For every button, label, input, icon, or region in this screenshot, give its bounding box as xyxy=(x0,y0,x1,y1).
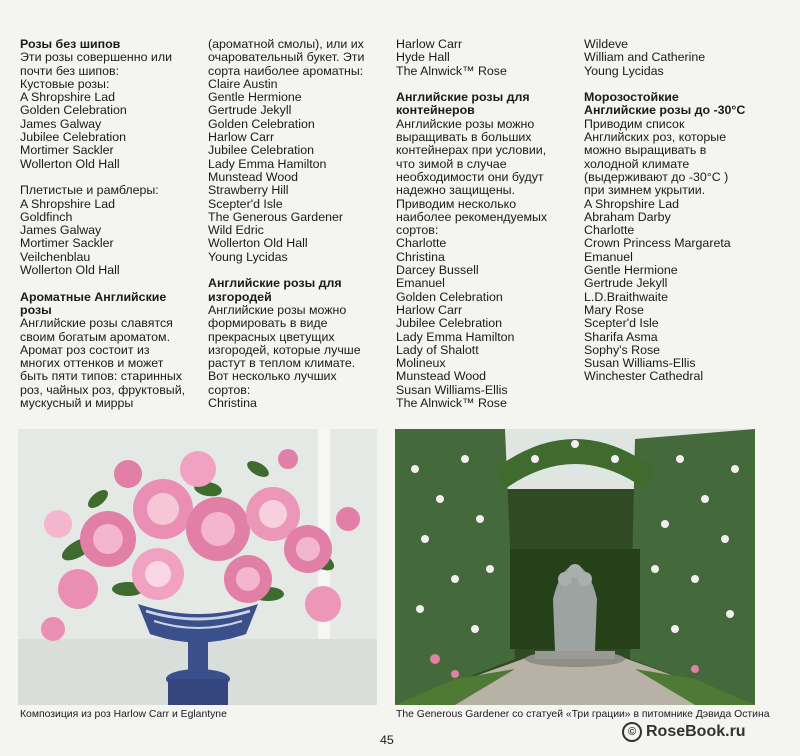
text-line: Munstead Wood xyxy=(208,169,299,184)
text-line: наиболее рекомендуемых xyxy=(396,209,548,224)
text-line: Harlow Carr xyxy=(208,130,275,145)
page-number: 45 xyxy=(380,733,394,747)
text-line: Jubilee Celebration xyxy=(20,130,127,145)
text-line: Golden Celebration xyxy=(396,289,503,304)
text-line: Плетистые и рамблеры: xyxy=(20,183,159,198)
text-line: холодной климате xyxy=(584,156,690,171)
text-line: почти без шипов: xyxy=(20,63,120,78)
text-line: Lady Emma Hamilton xyxy=(396,329,515,344)
text-line: прекрасных цветущих xyxy=(208,329,335,344)
block-gap xyxy=(20,277,198,290)
text-line: Gentle Hermione xyxy=(584,263,678,278)
text-line: Wollerton Old Hall xyxy=(20,156,120,171)
text-line: Jubilee Celebration xyxy=(396,316,503,331)
block-gap xyxy=(584,78,784,91)
text-line: Emanuel xyxy=(396,276,445,291)
text-line: Mortimer Sackler xyxy=(20,143,114,158)
text-line: Gertrude Jekyll xyxy=(584,276,668,291)
text-line: James Galway xyxy=(20,116,102,131)
photo-caption-right: The Generous Gardener со статуей «Три грации» в питомнике Дэвида Остина xyxy=(396,709,770,720)
text-line: очаровательный букет. Эти xyxy=(208,50,365,65)
text-line: Английские розы можно xyxy=(396,116,535,131)
text-line: Young Lycidas xyxy=(208,249,288,264)
text-line: Sophy's Rose xyxy=(584,342,661,357)
text-line: Claire Austin xyxy=(208,76,278,91)
block-gap xyxy=(208,264,386,277)
text-line: Charlotte xyxy=(584,223,635,238)
text-line: The Generous Gardener xyxy=(208,209,343,224)
text-line: James Galway xyxy=(20,223,102,238)
text-line: Аромат роз состоит из xyxy=(20,342,150,357)
text-line: выращивать в больших xyxy=(396,130,532,145)
text-line: Wollerton Old Hall xyxy=(208,236,308,251)
text-line: L.D.Braithwaite xyxy=(584,289,669,304)
text-line: Strawberry Hill xyxy=(208,183,289,198)
section-heading: Морозостойкие xyxy=(584,90,679,105)
text-line: можно выращивать в xyxy=(584,143,707,158)
text-line: Приводим список xyxy=(584,116,685,131)
text-line: растут в теплом климате. xyxy=(208,356,356,371)
text-line: сортов: xyxy=(396,223,439,238)
section-heading: розы xyxy=(20,302,52,317)
text-line: Christina xyxy=(396,249,445,264)
text-line: Английские розы славятся xyxy=(20,316,173,331)
text-line: Susan Williams-Ellis xyxy=(584,356,696,371)
text-line: Wollerton Old Hall xyxy=(20,263,120,278)
text-line: Scepter'd Isle xyxy=(584,316,659,331)
text-line: Mary Rose xyxy=(584,302,644,317)
text-line: Christina xyxy=(208,396,257,411)
text-line: The Alnwick™ Rose xyxy=(396,63,507,78)
text-line: сорта наиболее ароматны: xyxy=(208,63,364,78)
text-line: Charlotte xyxy=(396,236,447,251)
text-line: сортов: xyxy=(208,382,251,397)
text-line: Munstead Wood xyxy=(396,369,487,384)
text-line: William and Catherine xyxy=(584,50,706,65)
text-line: Английских роз, которые xyxy=(584,130,727,145)
text-line: Harlow Carr xyxy=(396,37,463,51)
text-column-4 xyxy=(584,38,784,384)
text-line: своим богатым ароматом. xyxy=(20,329,171,344)
text-line: Scepter'd Isle xyxy=(208,196,283,211)
section-heading: Английские розы для xyxy=(208,276,342,291)
text-column-2 xyxy=(208,38,386,410)
text-line: Susan Williams-Ellis xyxy=(396,382,508,397)
text-line: Molineux xyxy=(396,356,446,371)
text-line: Эти розы совершенно или xyxy=(20,50,172,65)
text-line: роз, чайных роз, фруктовый, xyxy=(20,382,186,397)
text-line: Winchester Cathedral xyxy=(584,369,704,384)
rose-bouquet-photo xyxy=(18,429,377,705)
text-line: необходимости они будут xyxy=(396,169,544,184)
text-line: многих оттенков и может xyxy=(20,356,164,371)
section-heading: Английские розы до -30°С xyxy=(584,103,746,118)
section-heading: Английские розы для xyxy=(396,90,530,105)
text-line: изгородей, которые лучше xyxy=(208,342,361,357)
text-line: при зимнем укрытии. xyxy=(584,183,706,198)
section-heading: изгородей xyxy=(208,289,272,304)
text-line: контейнерах при условии, xyxy=(396,143,547,158)
photo-caption-left: Композиция из роз Harlow Carr и Eglantyne xyxy=(20,709,227,720)
watermark-text: RoseBook.ru xyxy=(646,723,746,740)
text-line: (ароматной смолы), или их xyxy=(208,37,364,51)
text-line: Lady Emma Hamilton xyxy=(208,156,327,171)
text-line: The Alnwick™ Rose xyxy=(396,396,507,411)
text-line: Young Lycidas xyxy=(584,63,664,78)
text-line: надежно защищены. xyxy=(396,183,516,198)
text-line: Goldfinch xyxy=(20,209,73,224)
text-line: Abraham Darby xyxy=(584,209,671,224)
text-line: Mortimer Sackler xyxy=(20,236,114,251)
text-line: Veilchenblau xyxy=(20,249,91,264)
text-line: Golden Celebration xyxy=(208,116,315,131)
text-line: Crown Princess Margareta xyxy=(584,236,731,251)
text-line: Английские розы можно xyxy=(208,302,347,317)
text-line: A Shropshire Lad xyxy=(20,90,116,105)
text-line: Harlow Carr xyxy=(396,302,463,317)
text-line: Lady of Shalott xyxy=(396,342,479,357)
text-line: Emanuel xyxy=(584,249,633,264)
text-column-3 xyxy=(396,38,576,410)
section-heading: Ароматные Английские xyxy=(20,289,167,304)
text-line: что зимой в случае xyxy=(396,156,507,171)
text-line: Gertrude Jekyll xyxy=(208,103,292,118)
text-line: Wildeve xyxy=(584,37,629,51)
text-line: Вот несколько лучших xyxy=(208,369,337,384)
text-line: Gentle Hermione xyxy=(208,90,302,105)
text-line: Приводим несколько xyxy=(396,196,517,211)
text-line: быть пяти типов: старинных xyxy=(20,369,182,384)
section-heading: Розы без шипов xyxy=(20,37,121,51)
text-column-1 xyxy=(20,38,198,410)
text-line: Wild Edric xyxy=(208,223,264,238)
block-gap xyxy=(20,171,198,184)
text-line: A Shropshire Lad xyxy=(584,196,680,211)
text-line: Sharifa Asma xyxy=(584,329,658,344)
text-line: Golden Celebration xyxy=(20,103,127,118)
copyright-icon: © xyxy=(622,722,642,742)
text-line: (выдерживают до -30°С ) xyxy=(584,169,729,184)
text-line: Кустовые розы: xyxy=(20,76,110,91)
block-gap xyxy=(396,78,576,91)
text-line: Darcey Bussell xyxy=(396,263,479,278)
section-heading: контейнеров xyxy=(396,103,475,118)
text-line: Hyde Hall xyxy=(396,50,450,65)
text-line: A Shropshire Lad xyxy=(20,196,116,211)
garden-statue-photo xyxy=(395,429,755,705)
text-line: формировать в виде xyxy=(208,316,328,331)
text-line: Jubilee Celebration xyxy=(208,143,315,158)
text-line: мускусный и мирры xyxy=(20,396,134,411)
watermark xyxy=(622,722,746,742)
